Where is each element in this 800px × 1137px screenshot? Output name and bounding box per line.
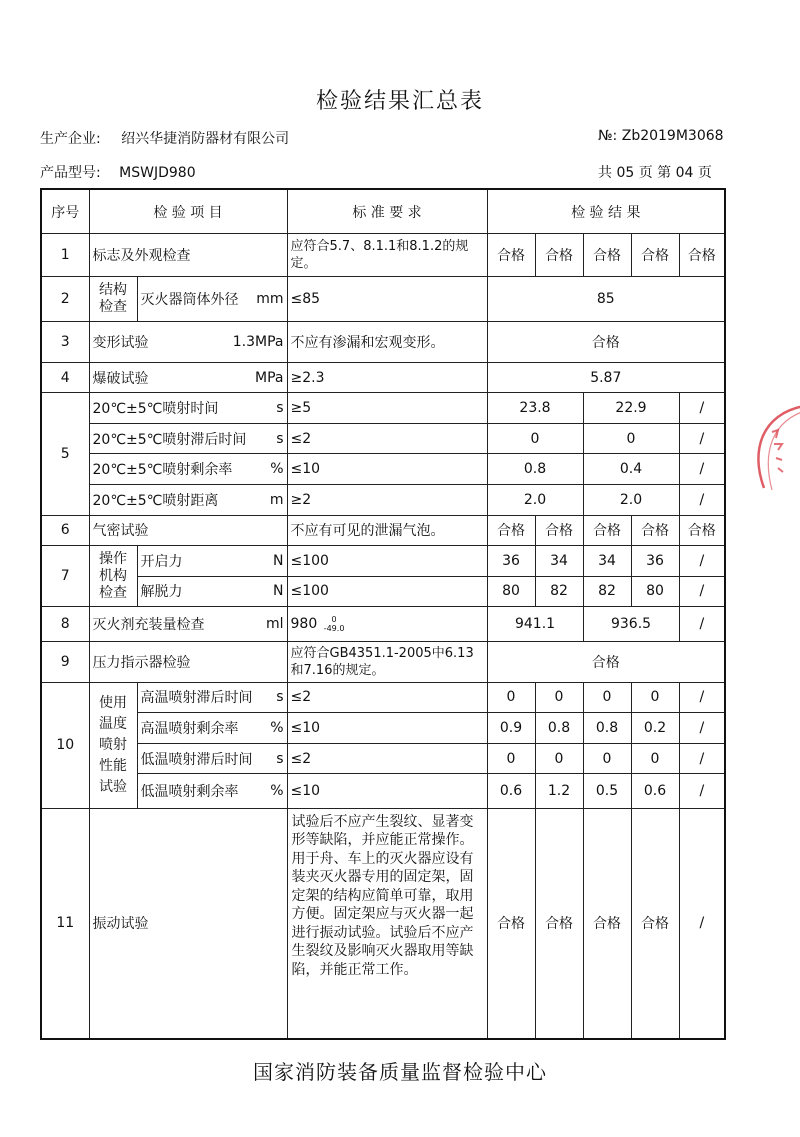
item-cell [137,743,287,774]
result-cell: 0.6 [487,774,535,809]
unit-label: s [276,430,284,447]
requirement-cell: ≤100 [287,576,487,607]
result-cell: 85 [487,277,725,322]
requirement-cell: ≥2 [287,485,487,516]
result-cell: 0 [487,743,535,774]
item-cell [137,576,287,607]
requirement-cell: ≤2 [287,423,487,454]
result-cell: 34 [583,546,631,577]
item-label: 低温喷射剩余率 [140,784,239,801]
table-row [41,515,725,546]
table-row [41,393,725,424]
item-label: 变形试验 [92,334,149,351]
model-line [40,162,196,182]
table-row [41,454,725,485]
result-cell: 22.9 [583,393,679,424]
item-label: 灭火器筒体外径 [140,292,239,309]
seq-cell: 1 [41,234,89,277]
requirement-cell: ≥2.3 [287,362,487,393]
unit-label: ml [265,616,284,633]
result-cell: 合格 [487,515,535,546]
requirement-cell: ≤2 [287,743,487,774]
table-row [41,713,725,744]
requirement-cell: 不应有可见的泄漏气泡。 [287,515,487,546]
item-label: 解脱力 [140,584,183,601]
item-cell [89,362,287,393]
group-cell: 结构检查 [89,277,137,322]
result-cell: 0 [583,423,679,454]
result-cell: / [679,454,725,485]
unit-label: s [276,689,284,706]
unit-label: m [269,491,284,508]
unit-label: 1.3MPa [232,333,284,350]
result-cell: / [679,485,725,516]
page-title: 检验结果汇总表 [315,89,484,114]
result-cell: 0 [487,682,535,713]
group-cell: 操作机构检查 [89,546,137,607]
requirement-cell: 试验后不应产生裂纹、显著变形等缺陷，并应能正常操作。用于舟、车上的灭火器应设有装夹灭火器专用的固定架，固定架的结构应简单可靠，取用方便。固定架应与灭火器一起进行振动试验。试验后不应产生裂纹及影响灭火器取用等缺陷，并能正常工作。 [287,808,487,1039]
requirement-cell: 应符合GB4351.1-2005中6.13和7.16的规定。 [287,641,487,682]
item-cell: 振动试验 [89,808,287,1039]
seq-cell: 2 [41,277,89,322]
item-label: 开启力 [140,553,183,570]
item-cell: 气密试验 [89,515,287,546]
item-cell: 压力指示器检验 [89,641,287,682]
page-counter: 共 05 页 第 04 页 [598,165,712,181]
item-label: 20℃±5℃喷射距离 [92,492,219,509]
result-cell: 82 [535,576,583,607]
result-cell: 80 [631,576,679,607]
result-cell: 0 [583,743,631,774]
result-cell: 0 [631,682,679,713]
item-label: 20℃±5℃喷射剩余率 [92,462,233,479]
seq-cell: 4 [41,362,89,393]
result-cell: 36 [631,546,679,577]
table-row [41,808,725,1039]
result-cell: 82 [583,576,631,607]
company-name: 绍兴华捷消防器材有限公司 [121,131,290,147]
result-cell: 合格 [583,808,631,1039]
result-cell: 0.2 [631,713,679,744]
result-cell: 941.1 [487,607,583,642]
result-cell: 0.8 [583,713,631,744]
table-row [41,362,725,393]
result-cell: 合格 [487,808,535,1039]
result-cell: 0 [583,682,631,713]
result-cell: 0 [535,682,583,713]
result-cell: / [679,774,725,809]
table-row [41,546,725,577]
result-cell: 5.87 [487,362,725,393]
seq-cell: 6 [41,515,89,546]
result-cell: 合格 [631,515,679,546]
result-cell: 合格 [535,808,583,1039]
report-number-value: Zb2019M3068 [621,128,724,144]
requirement-cell [287,607,487,642]
result-cell: 合格 [679,515,725,546]
table-row [41,576,725,607]
unit-label: s [276,400,284,417]
item-cell [137,682,287,713]
requirement-cell: 不应有渗漏和宏观变形。 [287,321,487,362]
header-seq: 序号 [41,189,89,234]
seq-cell: 11 [41,808,89,1039]
header-result: 检 验 结 果 [487,189,725,234]
result-cell: 1.2 [535,774,583,809]
result-cell: 合格 [583,515,631,546]
requirement-cell: ≤10 [287,454,487,485]
item-cell [137,713,287,744]
result-cell: / [679,393,725,424]
requirement-cell: 应符合5.7、8.1.1和8.1.2的规定。 [287,234,487,277]
result-cell: 0.6 [631,774,679,809]
result-cell: 合格 [631,808,679,1039]
item-cell [89,454,287,485]
report-number-label: №: [598,128,618,144]
result-cell: 合格 [679,234,725,277]
unit-label: % [270,461,284,478]
unit-label: % [270,720,284,736]
result-cell: / [679,682,725,713]
results-table [40,188,726,1040]
table-row [41,641,725,682]
table-row [41,321,725,362]
item-label: 20℃±5℃喷射滞后时间 [92,431,247,448]
table-row [41,682,725,713]
result-cell: 合格 [631,234,679,277]
issuer-footer: 国家消防装备质量监督检验中心 [253,1060,547,1084]
unit-label: N [273,583,284,600]
result-cell: 0.8 [535,713,583,744]
table-header-row [41,189,725,234]
seq-cell: 5 [41,393,89,515]
result-cell: 合格 [535,515,583,546]
model-value: MSWJD980 [119,165,196,181]
header-requirement: 标 准 要 求 [287,189,487,234]
requirement-cell: ≥5 [287,393,487,424]
header-item: 检 验 项 目 [89,189,287,234]
result-cell: / [679,808,725,1039]
result-cell: 0.8 [487,454,583,485]
item-cell [89,423,287,454]
table-row [41,234,725,277]
item-label: 灭火剂充装量检查 [92,617,205,634]
group-cell: 使用温度喷射性能试验 [89,682,137,808]
item-cell [137,774,287,809]
company-line [40,128,289,148]
table-row [41,423,725,454]
tolerance-lower: -49.0 [323,624,345,634]
result-cell: / [679,576,725,607]
result-cell: 936.5 [583,607,679,642]
seq-cell: 8 [41,607,89,642]
result-cell: 0.9 [487,713,535,744]
result-cell: / [679,607,725,642]
item-cell [89,485,287,516]
requirement-value: 980 [290,616,318,633]
result-cell: / [679,423,725,454]
result-cell: 23.8 [487,393,583,424]
item-cell [89,393,287,424]
result-cell: / [679,713,725,744]
table-row [41,743,725,774]
unit-label: MPa [255,369,284,386]
item-cell [137,546,287,577]
company-label: 生产企业: [40,131,101,147]
result-cell: 合格 [535,234,583,277]
result-cell: 80 [487,576,535,607]
table-row [41,485,725,516]
requirement-cell: ≤85 [287,277,487,322]
model-label: 产品型号: [40,165,101,181]
result-cell: 36 [487,546,535,577]
unit-label: % [270,783,284,800]
report-number [598,128,724,144]
seal-stamp-icon [742,400,800,500]
result-cell: 2.0 [487,485,583,516]
result-cell: 34 [535,546,583,577]
table-row [41,607,725,642]
item-cell: 标志及外观检查 [89,234,287,277]
seq-cell: 3 [41,321,89,362]
result-cell: 2.0 [583,485,679,516]
item-label: 低温喷射滞后时间 [140,751,253,768]
requirement-cell: ≤100 [287,546,487,577]
result-cell: 0 [487,423,583,454]
seq-cell: 9 [41,641,89,682]
result-cell: 合格 [487,234,535,277]
result-cell: 0.4 [583,454,679,485]
item-label: 爆破试验 [92,370,149,387]
unit-label: mm [256,291,284,308]
item-cell [137,277,287,322]
result-cell: / [679,546,725,577]
item-label: 高温喷射滞后时间 [140,690,253,707]
item-cell [89,607,287,642]
tolerance [324,615,345,633]
result-cell: 合格 [487,641,725,682]
result-cell: / [679,743,725,774]
unit-label: s [276,750,284,767]
requirement-cell: ≤10 [287,774,487,809]
tolerance-upper: 0 [331,615,337,625]
requirement-cell: ≤10 [287,713,487,744]
requirement-cell: ≤2 [287,682,487,713]
result-cell: 0 [535,743,583,774]
seq-cell: 10 [41,682,89,808]
result-cell: 合格 [583,234,631,277]
item-label: 20℃±5℃喷射时间 [92,401,219,418]
item-label: 高温喷射剩余率 [140,721,239,737]
table-row [41,277,725,322]
item-cell [89,321,287,362]
result-cell: 合格 [487,321,725,362]
seq-cell: 7 [41,546,89,607]
result-cell: 0 [631,743,679,774]
result-cell: 0.5 [583,774,631,809]
unit-label: N [273,552,284,569]
table-row [41,774,725,809]
